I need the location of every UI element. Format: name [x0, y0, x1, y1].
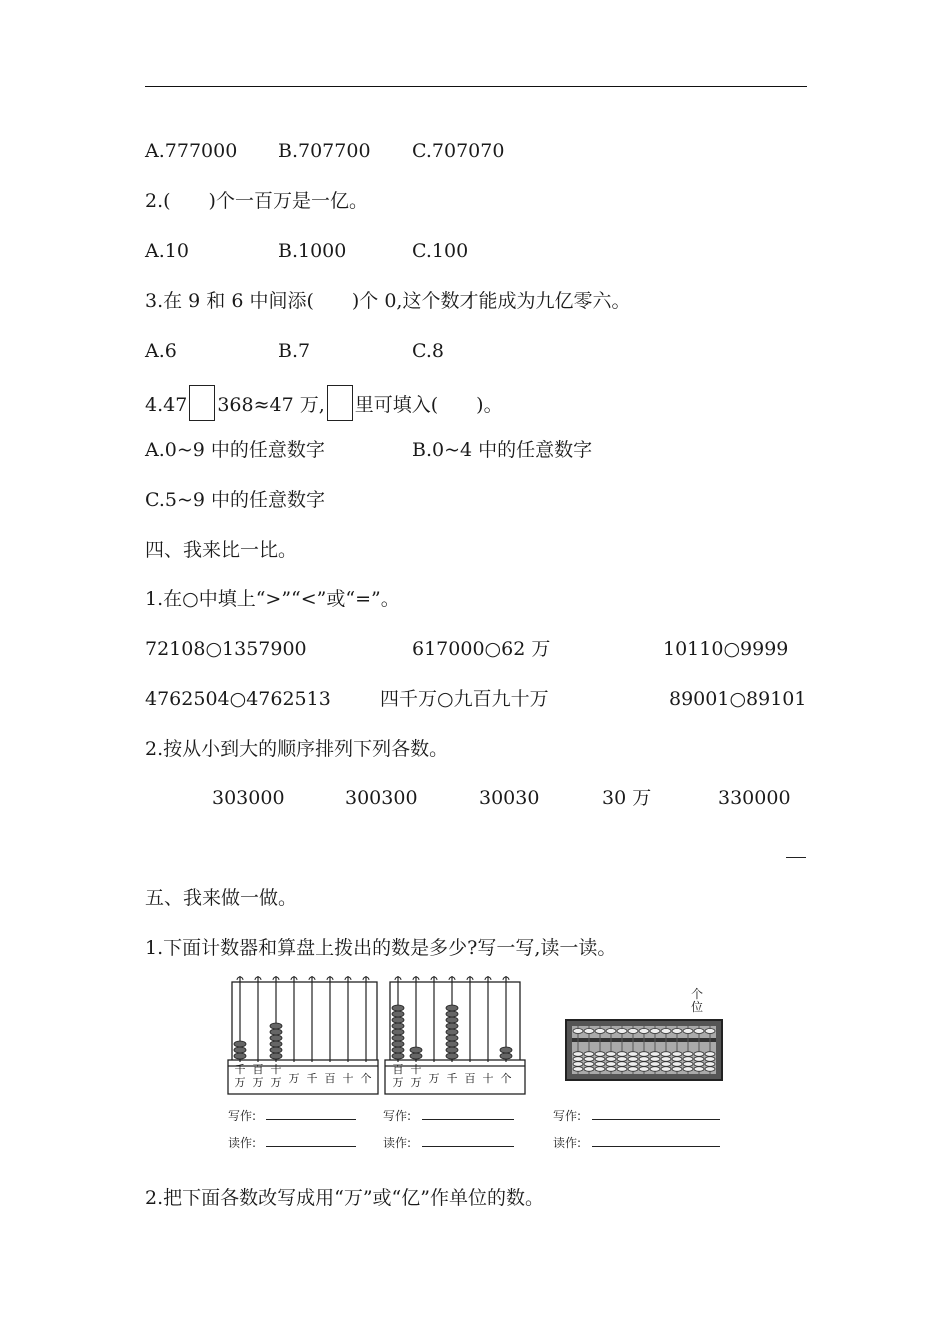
abacus-bead: [661, 1062, 671, 1067]
counter-bead: [270, 1023, 282, 1029]
abacus-bead: [650, 1067, 660, 1072]
abacus-bead: [606, 1052, 616, 1057]
abacus-bead: [694, 1052, 704, 1057]
abacus-bead: [683, 1057, 693, 1062]
counter-bead: [392, 1011, 404, 1017]
abacus-bead: [584, 1062, 594, 1067]
abacus-bead: [672, 1062, 682, 1067]
abacus-bead: [705, 1029, 715, 1034]
abacus-bead: [584, 1057, 594, 1062]
q3-option-a: A.6: [145, 340, 177, 362]
write-label: 写作:: [383, 1109, 412, 1123]
section5-q2: 2.把下面各数改写成用“万”或“亿”作单位的数。: [145, 1187, 544, 1209]
read-blank: [422, 1146, 514, 1147]
abacus-bead: [628, 1067, 638, 1072]
abacus-bead: [683, 1062, 693, 1067]
counter-bead: [392, 1029, 404, 1035]
compare-item: 4762504○4762513: [145, 688, 331, 710]
counter-bead: [446, 1053, 458, 1059]
q4-option-a: A.0~9 中的任意数字: [145, 439, 325, 461]
q4-part1: 4.47: [145, 394, 188, 416]
counter-place-label: 千: [446, 1072, 458, 1085]
write-blank: [592, 1119, 720, 1120]
abacus-bead: [628, 1052, 638, 1057]
order-number: 30 万: [602, 787, 652, 809]
counter-bead: [392, 1035, 404, 1041]
counter-bead: [410, 1047, 422, 1053]
q4-text: [145, 388, 503, 424]
q1-option-c: C.707070: [412, 140, 505, 162]
counter-place-label: 个: [360, 1072, 372, 1085]
counter-bead: [234, 1053, 246, 1059]
counter-bead: [446, 1017, 458, 1023]
counter-place-label: 百: [324, 1072, 336, 1085]
abacus-bead: [573, 1052, 583, 1057]
counter-place-label: 十: [482, 1072, 494, 1085]
counter-bead: [446, 1035, 458, 1041]
abacus-bead: [639, 1052, 649, 1057]
abacus-bead: [617, 1052, 627, 1057]
abacus-bead: [595, 1062, 605, 1067]
abacus-bead: [595, 1052, 605, 1057]
counter-place-label: 个: [500, 1072, 512, 1085]
abacus-bead: [628, 1029, 638, 1034]
abacus-ones-label: 个 位: [690, 987, 703, 1014]
q4-part3: 里可填入( )。: [354, 394, 503, 416]
abacus-bead: [584, 1052, 594, 1057]
q4-blank-box-2: [327, 385, 353, 421]
q4-option-b: B.0~4 中的任意数字: [412, 439, 593, 461]
q4-blank-box: [189, 385, 215, 421]
abacus-bead: [584, 1067, 594, 1072]
abacus-bead: [595, 1057, 605, 1062]
read-label: 读作:: [383, 1136, 412, 1150]
abacus-bead: [584, 1029, 594, 1034]
counter-bead: [392, 1047, 404, 1053]
abacus-bead: [617, 1029, 627, 1034]
counter-bead: [446, 1029, 458, 1035]
abacus-bead: [694, 1057, 704, 1062]
abacus-bead: [606, 1057, 616, 1062]
abacus-bead: [595, 1067, 605, 1072]
write-blank: [266, 1119, 356, 1120]
q3-option-b: B.7: [278, 340, 311, 362]
order-number: 330000: [718, 787, 791, 809]
abacus-bead: [606, 1062, 616, 1067]
counter-bead: [392, 1023, 404, 1029]
counter-abacus-figure: [220, 970, 740, 1155]
counter-bead: [270, 1041, 282, 1047]
q2-option-b: B.1000: [278, 240, 347, 262]
compare-item: 617000○62 万: [412, 638, 551, 660]
abacus-bead: [705, 1067, 715, 1072]
abacus-bead: [650, 1057, 660, 1062]
q4-part2: 368≈47 万,: [217, 394, 325, 416]
section4-title: 四、我来比一比。: [145, 539, 298, 561]
counter-place-label: 万: [392, 1076, 404, 1089]
abacus-bead: [606, 1029, 616, 1034]
counter-place-label: 千: [234, 1063, 246, 1076]
counter-place-label: 万: [270, 1076, 282, 1089]
abacus-bead: [683, 1052, 693, 1057]
counter-place-label: 万: [428, 1072, 440, 1085]
q2-option-a: A.10: [145, 240, 189, 262]
section4-q1: 1.在○中填上“>”“<”或“=”。: [145, 588, 400, 610]
write-label: 写作:: [228, 1109, 257, 1123]
counter-bead: [270, 1035, 282, 1041]
abacus-bead: [661, 1057, 671, 1062]
abacus-bead: [661, 1029, 671, 1034]
abacus-bead: [617, 1067, 627, 1072]
counter-bead: [446, 1047, 458, 1053]
q2-text: 2.( )个一百万是一亿。: [145, 190, 368, 212]
compare-item: 72108○1357900: [145, 638, 307, 660]
abacus-bead: [617, 1062, 627, 1067]
abacus-bead: [606, 1067, 616, 1072]
abacus-bead: [573, 1029, 583, 1034]
counter-bead: [392, 1017, 404, 1023]
counter-bead: [392, 1005, 404, 1011]
order-number: 300300: [345, 787, 418, 809]
counter-bead: [500, 1053, 512, 1059]
abacus-bead: [639, 1057, 649, 1062]
abacus-bead: [573, 1057, 583, 1062]
abacus-bead: [683, 1067, 693, 1072]
counter-bead: [500, 1047, 512, 1053]
abacus-bead: [661, 1067, 671, 1072]
abacus-bead: [650, 1052, 660, 1057]
q2-option-c: C.100: [412, 240, 469, 262]
abacus-bead: [672, 1052, 682, 1057]
section5-title: 五、我来做一做。: [145, 887, 298, 909]
counter-bead: [234, 1041, 246, 1047]
counter-place-label: 十: [410, 1063, 422, 1076]
order-number: 303000: [212, 787, 285, 809]
counter-place-label: 万: [410, 1076, 422, 1089]
abacus-bead: [628, 1057, 638, 1062]
counter-bead: [446, 1041, 458, 1047]
counter-place-label: 万: [288, 1072, 300, 1085]
read-blank: [266, 1146, 356, 1147]
counter-place-label: 百: [392, 1063, 404, 1076]
counter-bead: [446, 1005, 458, 1011]
counter-place-label: 百: [464, 1072, 476, 1085]
counter-place-label: 百: [252, 1063, 264, 1076]
counter-bead: [446, 1023, 458, 1029]
counter-bead: [392, 1041, 404, 1047]
write-blank: [422, 1119, 514, 1120]
abacus-bead: [705, 1062, 715, 1067]
q3-option-c: C.8: [412, 340, 444, 362]
read-label: 读作:: [228, 1136, 257, 1150]
counter-bead: [270, 1029, 282, 1035]
counter-place-label: 万: [252, 1076, 264, 1089]
section4-q2: 2.按从小到大的顺序排列下列各数。: [145, 738, 449, 760]
counter-place-label: 千: [306, 1072, 318, 1085]
counter-bead: [234, 1047, 246, 1053]
abacus-bead: [705, 1052, 715, 1057]
abacus-bead: [672, 1029, 682, 1034]
abacus-bead: [639, 1029, 649, 1034]
abacus-bead: [650, 1062, 660, 1067]
abacus-bead: [705, 1057, 715, 1062]
abacus-bead: [573, 1062, 583, 1067]
compare-item: 10110○9999: [663, 638, 789, 660]
read-label: 读作:: [553, 1136, 582, 1150]
abacus-bead: [595, 1029, 605, 1034]
q1-option-a: A.777000: [145, 140, 238, 162]
compare-item: 四千万○九百九十万: [380, 688, 549, 710]
abacus-bead: [683, 1029, 693, 1034]
header-rule: [145, 86, 807, 87]
counter-bead: [392, 1053, 404, 1059]
answer-dash: [786, 857, 806, 858]
counter-bead: [446, 1011, 458, 1017]
order-number: 30030: [479, 787, 540, 809]
abacus-bead: [639, 1062, 649, 1067]
abacus-bead: [617, 1057, 627, 1062]
counter-bead: [270, 1053, 282, 1059]
q4-option-c: C.5~9 中的任意数字: [145, 489, 326, 511]
abacus-bead: [628, 1062, 638, 1067]
write-label: 写作:: [553, 1109, 582, 1123]
counter-bead: [410, 1053, 422, 1059]
read-blank: [592, 1146, 720, 1147]
abacus-bead: [650, 1029, 660, 1034]
q1-option-b: B.707700: [278, 140, 371, 162]
counter-place-label: 万: [234, 1076, 246, 1089]
abacus-bead: [694, 1029, 704, 1034]
abacus-bead: [661, 1052, 671, 1057]
counter-bead: [270, 1047, 282, 1053]
abacus-bead: [573, 1067, 583, 1072]
abacus-bead: [639, 1067, 649, 1072]
counter-place-label: 十: [270, 1063, 282, 1076]
q3-text: 3.在 9 和 6 中间添( )个 0,这个数才能成为九亿零六。: [145, 290, 631, 312]
compare-item: 89001○89101: [669, 688, 807, 710]
counter-place-label: 十: [342, 1072, 354, 1085]
abacus-bead: [694, 1062, 704, 1067]
section5-q1: 1.下面计数器和算盘上拨出的数是多少?写一写,读一读。: [145, 937, 617, 959]
counter-1: [228, 982, 378, 1094]
abacus-bead: [694, 1067, 704, 1072]
abacus-bead: [672, 1067, 682, 1072]
abacus-bead: [672, 1057, 682, 1062]
